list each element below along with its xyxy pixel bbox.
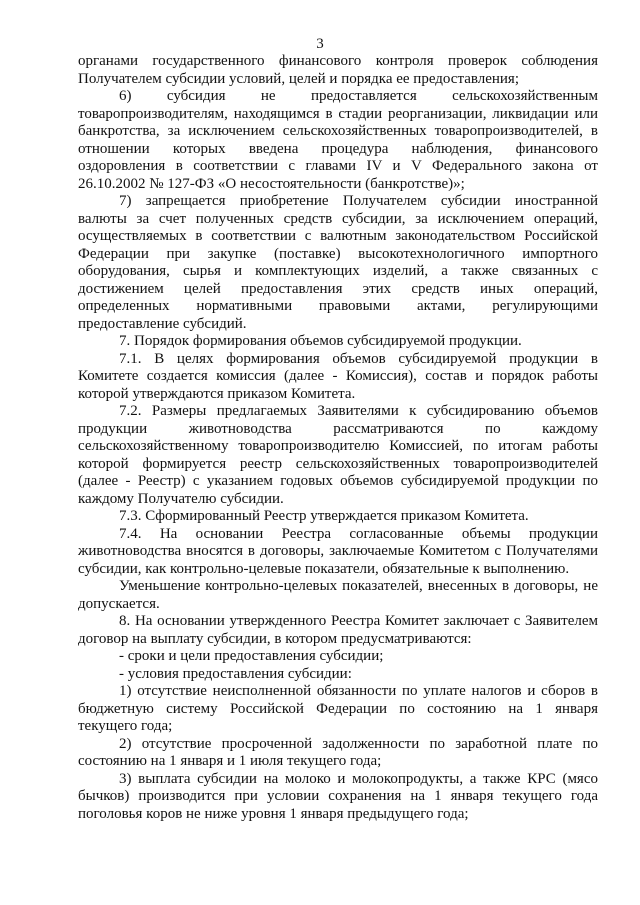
text-line: оздоровления в соответствии с главами IV и V Федерального закона от (78, 158, 598, 174)
text-line: поголовья коров не ниже уровня 1 января предыдущего года; (78, 805, 469, 822)
document-body (78, 53, 598, 823)
text-line: Уменьшение контрольно-целевых показателей, внесенных в договоры, не (119, 578, 598, 594)
text-line: 7) запрещается приобретение Получателем субсидии иностранной (119, 193, 598, 209)
text-line: оборудования, сырья и комплектующих изделий, а также связанных с (78, 263, 598, 279)
text-line: 7.4. На основании Реестра согласованные объемы продукции (119, 525, 598, 542)
text-line: текущего года; (78, 718, 173, 734)
text-line: животноводства вносятся в договоры, заключаемые Комитетом с Получателями (78, 543, 598, 559)
text-line: 7.2. Размеры предлагаемых Заявителями к субсидированию объемов (119, 403, 598, 419)
text-line: осуществляемых в соответствии с валютным законодательством Российской (78, 228, 598, 244)
text-line: 3) выплата субсидии на молоко и молокопродукты, а также КРС (мясо (119, 770, 598, 787)
text-line: товаропроизводителям, находящимся в стадии реорганизации, ликвидации или (78, 105, 598, 122)
text-line: - сроки и цели предоставления субсидии; (119, 648, 384, 664)
text-line: бюджетную систему Российской Федерации по состоянию на 1 января (78, 700, 598, 717)
text-line: 7.1. В целях формирования объемов субсидируемой продукции в (119, 350, 598, 367)
text-line: состоянию на 1 января и 1 июля текущего года; (78, 753, 382, 769)
text-line: которой утверждаются приказом Комитета. (78, 385, 356, 402)
text-line: (далее - Реестр) с указанием годовых объемов субсидируемой продукции по (78, 473, 598, 489)
text-line: отношении которых введена процедура наблюдения, финансового (78, 140, 598, 157)
text-line: - условия предоставления субсидии: (119, 665, 352, 682)
text-line: 7. Порядок формирования объемов субсидируемой продукции. (119, 333, 522, 349)
text-line: банкротства, за исключением сельскохозяйственных товаропроизводителей, в (78, 123, 598, 139)
text-line: субсидии, как контрольно-целевые показатели, обязательные к выполнению. (78, 560, 570, 577)
text-line: которой формируется реестр сельскохозяйственных товаропроизводителей (78, 455, 598, 472)
text-line: бычков) производится при условии сохранения на 1 января текущего года (78, 788, 598, 804)
text-line: валюты за счет полученных средств субсидии, за исключением операций, (78, 210, 598, 227)
text-line: органами государственного финансового контроля проверок соблюдения (78, 53, 598, 69)
text-line: продукции животноводства рассматриваются по каждому (78, 420, 598, 437)
text-line: предоставление субсидий. (78, 315, 247, 332)
text-line: сельскохозяйственному товаропроизводителю Комиссией, по итогам работы (78, 438, 598, 454)
text-line: 2) отсутствие просроченной задолженности по заработной плате по (119, 735, 598, 752)
text-line: достижением целей предоставления этих средств иных операций, (78, 280, 598, 297)
text-line: допускается. (78, 595, 160, 612)
text-line: 6) субсидия не предоставляется сельскохозяйственным (119, 88, 598, 104)
text-line: 8. На основании утвержденного Реестра Комитет заключает с Заявителем (119, 613, 598, 629)
text-line: каждому Получателю субсидии. (78, 490, 284, 507)
text-line: договор на выплату субсидии, в котором предусматриваются: (78, 630, 472, 647)
text-line: 7.3. Сформированный Реестр утверждается приказом Комитета. (119, 508, 529, 524)
text-line: определенных нормативными правовыми актами, регулирующими (78, 298, 598, 314)
text-line: Комитете создается комиссия (далее - Комиссия), состав и порядок работы (78, 368, 598, 384)
text-line: 1) отсутствие неисполненной обязанности по уплате налогов и сборов в (119, 683, 598, 699)
text-line: Федерации при закупке (поставке) высокотехнологичного импортного (78, 245, 598, 262)
text-line: 26.10.2002 № 127-ФЗ «О несостоятельности (банкротстве)»; (78, 175, 465, 192)
page-number: 3 (316, 36, 324, 52)
text-line: Получателем субсидии условий, целей и порядка ее предоставления; (78, 70, 519, 87)
